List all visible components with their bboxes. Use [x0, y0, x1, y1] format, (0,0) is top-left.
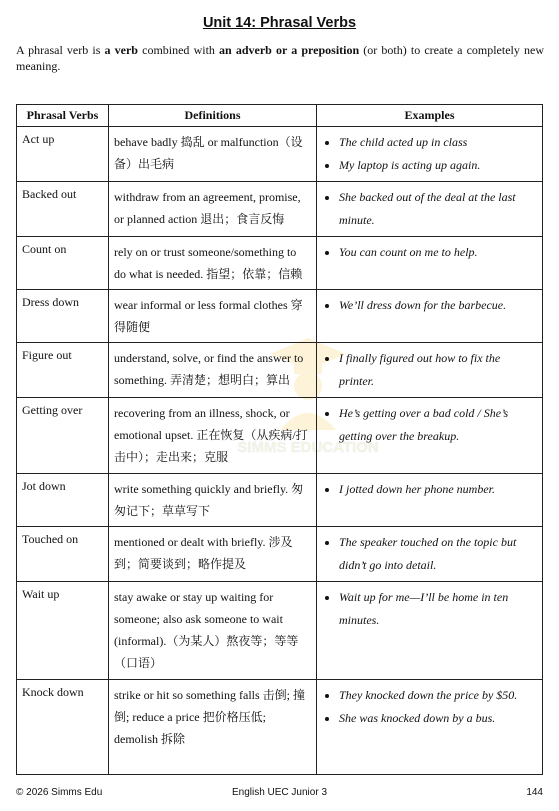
example-item: • The speaker touched on the topic but didn’t go into detail.	[339, 531, 537, 577]
intro-text-2: combined with	[137, 43, 220, 57]
examples-cell	[317, 237, 543, 290]
examples-cell	[317, 290, 543, 343]
table-row	[17, 290, 543, 343]
intro-bold-adverb: an adverb or a preposition	[219, 43, 360, 57]
example-item: • They knocked down the price by $50.	[339, 684, 537, 707]
phrasal-verb-cell: Jot down	[17, 474, 109, 527]
table-header-row	[17, 105, 543, 127]
examples-cell	[317, 398, 543, 474]
header-examples: Examples	[317, 105, 543, 127]
intro-text-3: (or both) to create a completely new meaning.	[16, 43, 545, 73]
example-item: • The child acted up in class	[339, 131, 537, 154]
examples-cell	[317, 127, 543, 182]
examples-list	[322, 402, 537, 448]
phrasal-verb-cell: Dress down	[17, 290, 109, 343]
intro-paragraph	[16, 42, 544, 74]
header-definitions: Definitions	[109, 105, 317, 127]
phrasal-verb-cell: Knock down	[17, 680, 109, 775]
table-row	[17, 343, 543, 398]
example-item: • You can count on me to help.	[339, 241, 537, 264]
definition-cell: wear informal or less formal clothes 穿得随便	[109, 290, 317, 343]
phrasal-verb-cell: Getting over	[17, 398, 109, 474]
footer-page-number: 144	[526, 787, 543, 798]
header-phrasal-verbs: Phrasal Verbs	[17, 105, 109, 127]
intro-text-1: A phrasal verb is	[16, 43, 105, 57]
table-row	[17, 182, 543, 237]
phrasal-verb-cell: Act up	[17, 127, 109, 182]
table-row	[17, 527, 543, 582]
examples-list	[322, 294, 537, 317]
example-item: • I finally figured out how to fix the printer.	[339, 347, 537, 393]
example-item: • Wait up for me—I’ll be home in ten minutes.	[339, 586, 537, 632]
table-row	[17, 237, 543, 290]
definition-cell: recovering from an illness, shock, or emotional upset. 正在恢复（从疾病/打击中）；走出来；克服	[109, 398, 317, 474]
phrasal-verbs-table	[16, 104, 543, 775]
examples-list	[322, 531, 537, 577]
phrasal-verb-cell: Backed out	[17, 182, 109, 237]
examples-list	[322, 131, 537, 177]
phrasal-verb-cell: Touched on	[17, 527, 109, 582]
definition-cell: understand, solve, or find the answer to something. 弄清楚；想明白；算出	[109, 343, 317, 398]
examples-cell	[317, 343, 543, 398]
intro-bold-verb: a verb	[104, 43, 138, 57]
page-title: Unit 14: Phrasal Verbs	[202, 15, 357, 31]
definition-cell: behave badly 捣乱 or malfunction（设备）出毛病	[109, 127, 317, 182]
examples-list	[322, 684, 537, 730]
table-row	[17, 582, 543, 680]
definition-cell: withdraw from an agreement, promise, or planned action 退出；食言反悔	[109, 182, 317, 237]
table-row	[17, 398, 543, 474]
phrasal-verb-cell: Wait up	[17, 582, 109, 680]
examples-list	[322, 586, 537, 632]
example-item: • She backed out of the deal at the last minute.	[339, 186, 537, 232]
examples-cell	[317, 182, 543, 237]
footer-course-title: English UEC Junior 3	[231, 787, 328, 798]
example-item: • We’ll dress down for the barbecue.	[339, 294, 537, 317]
example-item: • He’s getting over a bad cold / She’s getting over the breakup.	[339, 402, 537, 448]
definition-cell: strike or hit so something falls 击倒; 撞倒; reduce a price 把价格压低; demolish 拆除	[109, 680, 317, 775]
examples-cell	[317, 582, 543, 680]
definition-cell: stay awake or stay up waiting for someone; also ask someone to wait (informal).（为某人）熬夜等；等等（口语）	[109, 582, 317, 680]
footer-copyright: © 2026 Simms Edu	[16, 787, 103, 798]
examples-cell	[317, 474, 543, 527]
table-row	[17, 474, 543, 527]
examples-list	[322, 241, 537, 264]
examples-list	[322, 186, 537, 232]
table-row	[17, 127, 543, 182]
examples-cell	[317, 680, 543, 775]
phrasal-verb-cell: Figure out	[17, 343, 109, 398]
watermark-text: SIMMS EDUCATION	[237, 439, 379, 456]
examples-cell	[317, 527, 543, 582]
definition-cell: write something quickly and briefly. 匆匆记下；草草写下	[109, 474, 317, 527]
example-item: • My laptop is acting up again.	[339, 154, 537, 177]
example-item: • She was knocked down by a bus.	[339, 707, 537, 730]
table-row	[17, 680, 543, 775]
examples-list	[322, 478, 537, 501]
examples-list	[322, 347, 537, 393]
definition-cell: rely on or trust someone/something to do what is needed. 指望；依靠；信赖	[109, 237, 317, 290]
phrasal-verb-cell: Count on	[17, 237, 109, 290]
example-item: • I jotted down her phone number.	[339, 478, 537, 501]
definition-cell: mentioned or dealt with briefly. 涉及到；简要谈到；略作提及	[109, 527, 317, 582]
